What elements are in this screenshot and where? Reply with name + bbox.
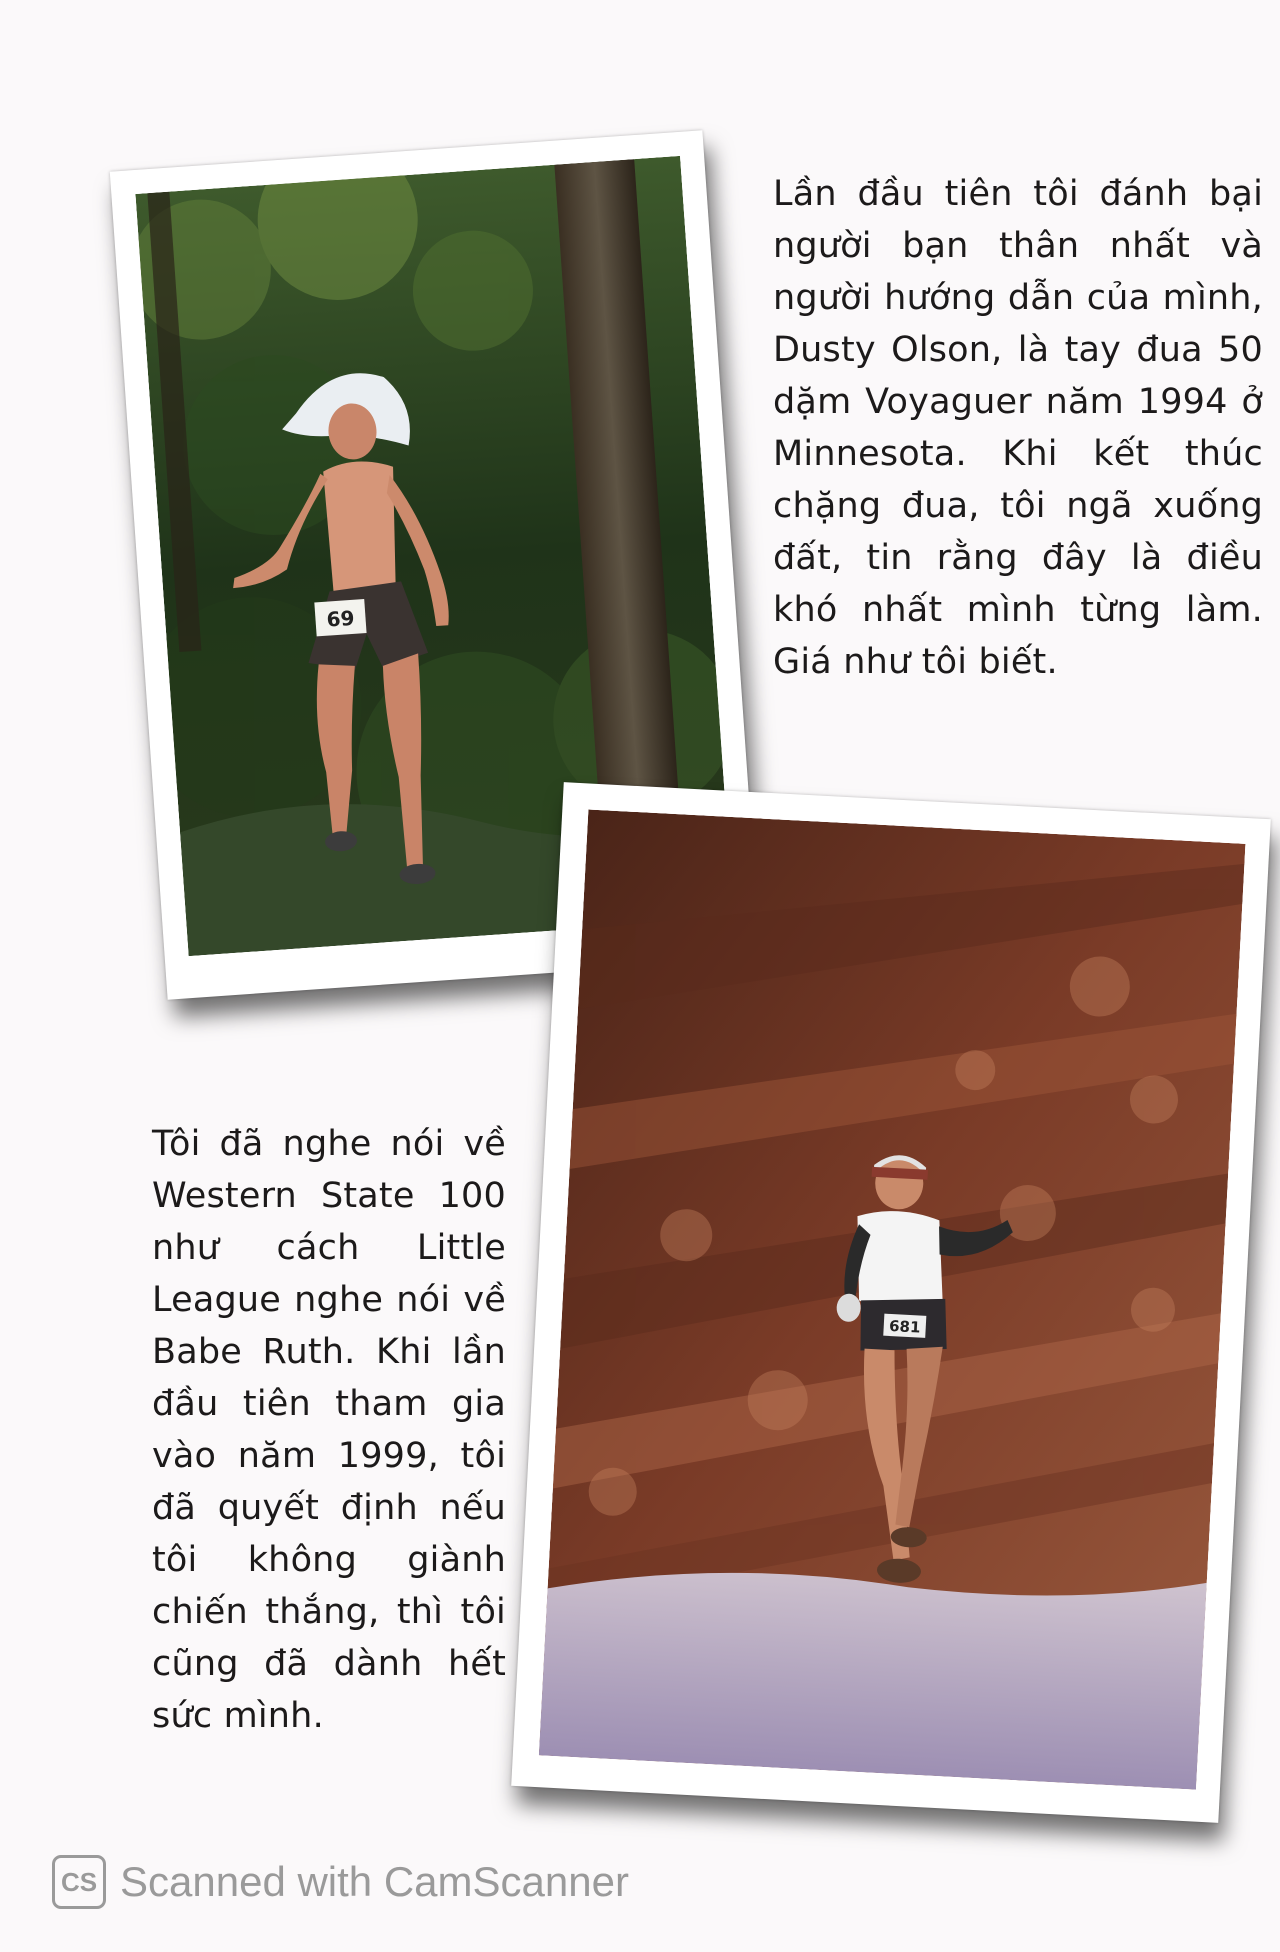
camscanner-logo-icon: CS xyxy=(52,1855,106,1909)
canyon-runner-photo xyxy=(511,782,1271,1823)
caption-western-states: Tôi đã nghe nói về Western State 100 như cách Little League nghe nói về Babe Ruth. Khi lần đầu tiên tham gia vào năm 1999, tôi đã quyết định nếu tôi không giành chiến thắng, thì tôi cũng đã dành hết sức mình. xyxy=(152,1124,506,1736)
forest-runner-bib: 69 xyxy=(325,605,356,632)
canyon-runner-bib: 681 xyxy=(888,1316,921,1337)
watermark-text: Scanned with CamScanner xyxy=(120,1858,629,1905)
camscanner-watermark xyxy=(52,1852,629,1912)
canyon-runner-image xyxy=(539,809,1246,1789)
caption-first-victory: Lần đầu tiên tôi đánh bại người bạn thân nhất và người hướng dẫn của mình, Dusty Olson, là tay đua 50 dặm Voyaguer năm 1994 ở Minnesota. Khi kết thúc chặng đua, tôi ngã xuống đất, tin rằng đây là điều khó nhất mình từng làm. Giá như tôi biết. xyxy=(773,174,1263,682)
